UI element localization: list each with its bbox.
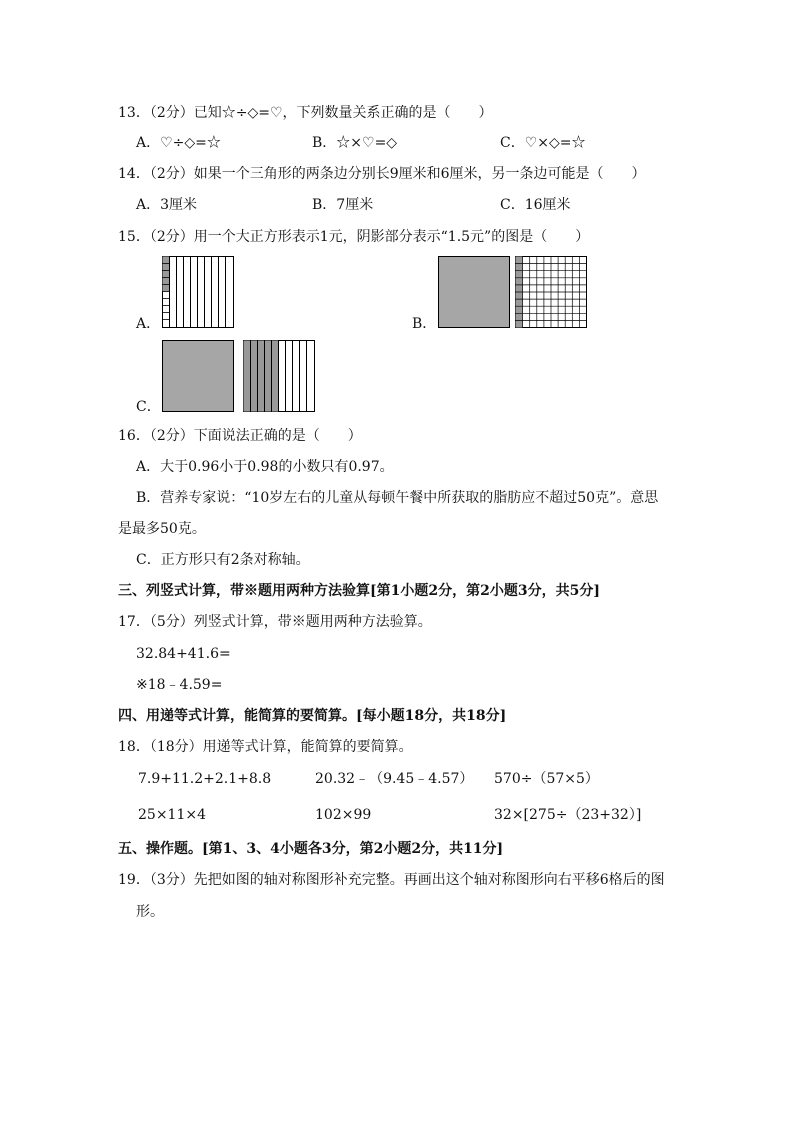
- q14-option-b: B．7厘米: [312, 197, 374, 213]
- q15-label-c: C．: [136, 399, 161, 415]
- q13-option-c: C．♡×◇=☆: [500, 135, 586, 151]
- figure-c-full-square: [162, 340, 234, 412]
- figure-b-full-square: [438, 256, 510, 328]
- q18-expr-2: 20.32﹣（9.45﹣4.57）: [315, 771, 474, 787]
- q15-label-b: B．: [412, 316, 437, 332]
- q16-option-b-line2: 是最多50克。: [118, 521, 206, 537]
- q19-text-line2: 形。: [136, 904, 164, 920]
- q16-option-b-line1: B．营养专家说：“10岁左右的儿童从每顿午餐中所获取的脂肪应不超过50克”。意思: [136, 490, 659, 506]
- figure-a-tenths-partial: [162, 256, 234, 328]
- q18-expr-1: 7.9+11.2+2.1+8.8: [138, 771, 272, 787]
- section-5-heading: 五、操作题。[第1、3、4小题各3分，第2小题2分，共11分]: [118, 841, 504, 857]
- q17-text: 17．（5分）列竖式计算，带※题用两种方法验算。: [118, 614, 432, 630]
- q13-text: 13．（2分）已知☆÷◇=♡，下列数量关系正确的是（ ）: [118, 105, 493, 121]
- q14-option-c: C．16厘米: [500, 197, 571, 213]
- q18-expr-6: 32×[275÷（23+32）]: [494, 807, 642, 823]
- figure-b-hundredths-grid: [515, 256, 587, 328]
- q13-option-b: B．☆×♡=◇: [312, 135, 398, 151]
- q18-text: 18．（18分）用递等式计算，能简算的要简算。: [118, 739, 413, 755]
- q16-option-a: A．大于0.96小于0.98的小数只有0.97。: [136, 459, 394, 475]
- q18-expr-4: 25×11×4: [138, 807, 206, 823]
- figure-c-tenths-shaded: [243, 340, 315, 412]
- q13-option-a: A．♡÷◇=☆: [136, 135, 221, 151]
- q18-expr-5: 102×99: [315, 807, 372, 823]
- q18-expr-3: 570÷（57×5）: [494, 771, 599, 787]
- q17-expr-1: 32.84+41.6=: [136, 646, 231, 662]
- q15-text: 15．（2分）用一个大正方形表示1元，阴影部分表示“1.5元”的图是（ ）: [118, 229, 590, 245]
- q16-option-c: C．正方形只有2条对称轴。: [136, 552, 310, 568]
- q14-text: 14．（2分）如果一个三角形的两条边分别长9厘米和6厘米，另一条边可能是（ ）: [118, 166, 646, 182]
- q16-text: 16．（2分）下面说法正确的是（ ）: [118, 428, 362, 444]
- q14-option-a: A．3厘米: [136, 197, 198, 213]
- q15-label-a: A．: [136, 316, 161, 332]
- section-3-heading: 三、列竖式计算，带※题用两种方法验算[第1小题2分，第2小题3分，共5分]: [118, 583, 600, 599]
- section-4-heading: 四、用递等式计算，能简算的要简算。[每小题18分，共18分]: [118, 708, 507, 724]
- q19-text-line1: 19．（3分）先把如图的轴对称图形补充完整。再画出这个轴对称图形向右平移6格后的图: [118, 872, 665, 888]
- q17-expr-2: ※18﹣4.59=: [136, 677, 223, 693]
